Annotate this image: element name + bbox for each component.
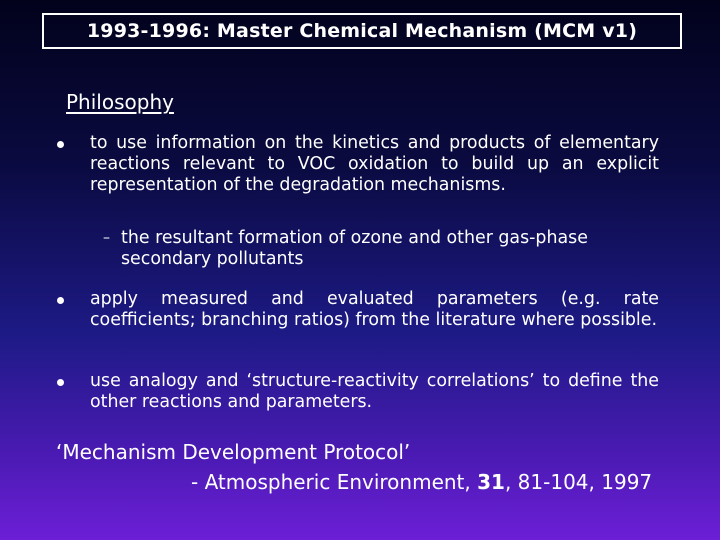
sub-bullet-text: the resultant formation of ozone and other gas-phase secondary pollutants: [121, 228, 588, 269]
reference-volume: 31: [477, 470, 505, 494]
bullet-text: apply measured and evaluated parameters (e.g. rate coefficients; branching ratios) from the literature where possible.: [90, 289, 659, 330]
bullet-item: [90, 371, 659, 413]
dash-icon: –: [103, 230, 110, 246]
bullet-item: [90, 289, 659, 331]
reference-title: ‘Mechanism Development Protocol’: [56, 440, 411, 464]
reference-pages-year: , 81-104, 1997: [504, 470, 653, 494]
bullet-text: use analogy and ‘structure-reactivity correlations’ to define the other reactions and parameters.: [90, 371, 659, 412]
bullet-text: to use information on the kinetics and products of elementary reactions relevant to VOC oxidation to build up an explicit representation of the degradation mechanisms.: [90, 133, 659, 195]
sub-bullet-item: [103, 228, 661, 270]
section-heading: Philosophy: [66, 90, 174, 114]
bullet-item: [90, 133, 659, 196]
reference-citation: [191, 470, 652, 494]
slide-title-box: [42, 13, 682, 49]
bullet-dot-icon: [57, 141, 64, 148]
bullet-dot-icon: [57, 297, 64, 304]
slide-title: 1993-1996: Master Chemical Mechanism (MCM v1): [86, 20, 638, 42]
bullet-dot-icon: [57, 379, 64, 386]
reference-journal: - Atmospheric Environment,: [191, 470, 478, 494]
